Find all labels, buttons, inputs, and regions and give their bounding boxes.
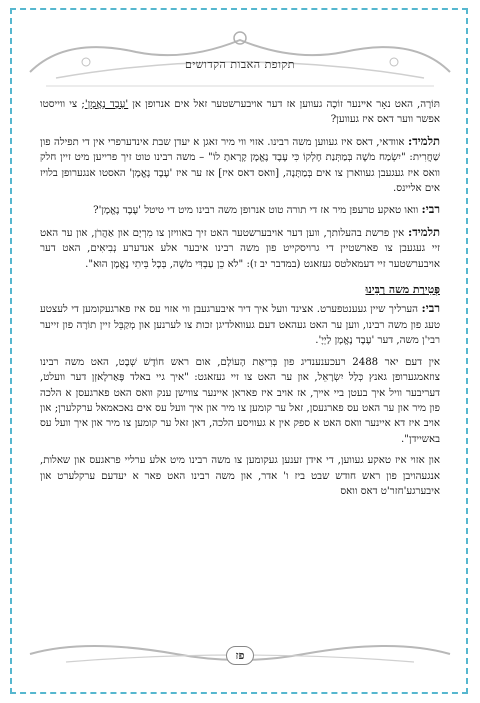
paragraph [40, 355, 440, 447]
paragraph-text: אין פרשת בהעלותך, ווען דער אויבערשטער האט זיך באוויזן צו מִרְיָם און אַהֲרֹן, און ער האט זיי געגעבן צו פארשטיין די גרויסקייט פון משה רבינו איבער אלע אנדערע נְבִיאִים, האט דער אויבערשטער זיי דעמאלטס געזאגט (במדבר יב ז): "לֹא כֵן עַבְדִּי מֹשֶׁה, בְּכָל בֵּיתִי נֶאֱמָן הוּא". [40, 227, 440, 270]
speaker-label: תלמיד: [407, 133, 440, 148]
paragraph [40, 301, 440, 348]
paragraph-text: און אזוי איז טאקע געווען, די אידן זענען געקומען צו משה רבינו מיט אלע ערליי פראגעס און שאלות, אנגעהויבן פון ראש חודש שבט ביז ו' אדר, און משה רבינו האט פאר א יעדעם ערקלערט און איבערגע'חזר'ט דאס וואס [40, 455, 440, 497]
header-title: תקופת האבות הקדושים [185, 58, 295, 71]
main-content [40, 96, 440, 505]
speaker-label: רבי: [421, 301, 440, 316]
emphasized-term: 'עֶבֶד נֶאֱמָן' [84, 99, 129, 110]
paragraph-text: וואו טאקע טרעפן מיר אז די תורה טוט אנרופן משה רבינו מיט די טיטל 'עֶבֶד נֶאֱמָן'? [93, 205, 419, 217]
speaker-label: רבי: [421, 202, 440, 217]
page-number-text: פז [226, 646, 253, 665]
page-number [0, 646, 480, 665]
paragraph [40, 202, 440, 218]
paragraph [40, 225, 440, 272]
paragraph-tail: ; צי ווייסטו אפשר ווער דאס איז געווען? [40, 99, 440, 126]
paragraph [40, 453, 440, 499]
speaker-label: תלמיד: [407, 224, 440, 239]
paragraph-text: אין דעם יאר 2488 רעכענענדיג פון בְּרִיאַת הָעוֹלָם, אום ראש חוֹדֶשׁ שְׁבָט, האט משה רבינו צוזאמגערופן גאנץ כְּלַל יִשְׂרָאֵל, און ער האט צו זיי געזאגט: "איך גיי באלד פֶּאַרלָאזְן דער וועלט, דעריבער וויל איך בעטן ביי אייך, אז אויב איז פאראן איינער צווישן ענק וואס האט פארגעסן א הלכה פון מיר און ער האט עס פארגעסן, זאל ער קומען צו מיר און איך וועל עס אים נאכאמאל ערקלערן; און אויב איז דא איינער וואס האט א ספק אין א געוויסע הלכה, דאן זאל ער קומען צו מיר און איך וועל עס באשיידן". [40, 356, 440, 445]
paragraph-text: אוודאי, דאס איז געווען משה רבינו. אזוי ווי מיר זאגן א יעדן שבת אינדערפרי אין די תפילה פון שַׁחֲרִית: "יִשְׂמַח מֹשֶׁה בְּמַתְּנַת חֶלְקוֹ כִּי עֶבֶד נֶאֱמָן קָרָאתָ לוֹ" – משה רבינו טוט זיך פרייען מיט זיין חלק וואס איז געגעבן געווארן צו אים בְּמַתָּנָה, [וואס דאס איז] אז ער איז 'עֶבֶד נֶאֱמָן' האסטו אנגערופן בלויז אים אליינס. [40, 136, 440, 195]
paragraph [40, 96, 440, 128]
section-heading: פְּטִירַת משה רַבֵּינוּ [365, 283, 440, 297]
paragraph-text: הערליך שיין געענטפערט. אצינד וועל איך דיר איבערגעבן ווי אזוי עס איז פארגעקומען די לעצטע טעג פון משה רבינו, ווען ער האט געהאט דעם געוואלדיגן זכות צו לערנען און מְקַבֵּל זיין תוֹרָה פון זייער רבי'ן משה, דער 'עֶבֶד נֶאֱמָן לַיְיָ'. [40, 304, 440, 347]
paragraph [40, 134, 440, 197]
paragraph-text: תּוֹרָה, האט נאָר אײנער זוֹכֶה געווען אז דער אויבערשטער זאל אים אנרופן אן [128, 99, 440, 110]
